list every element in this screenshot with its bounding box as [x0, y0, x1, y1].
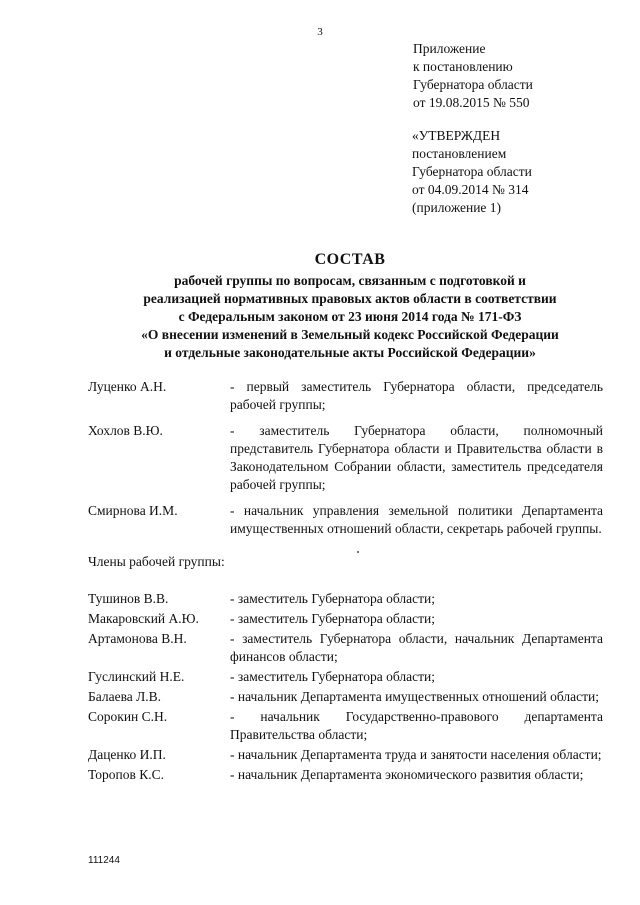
annex-line: к постановлению	[413, 59, 513, 74]
list-item	[88, 630, 603, 666]
list-item	[88, 610, 603, 628]
member-name: Артамонова В.Н.	[88, 631, 187, 646]
list-item	[88, 708, 603, 744]
member-name: Сорокин С.Н.	[88, 709, 168, 724]
member-name: Торопов К.С.	[88, 767, 164, 782]
member-duty: - заместитель Губернатора области, полномочный представитель Губернатора области и Правительства области в Законодательном Собрании области, заместитель председателя рабочей группы;	[230, 423, 603, 492]
member-name: Луценко А.Н.	[88, 379, 167, 394]
list-item	[88, 502, 603, 538]
member-name: Хохлов В.Ю.	[88, 423, 163, 438]
annex-line: от 19.08.2015 № 550	[413, 95, 530, 110]
member-duty: - начальник Департамента имущественных отношений области;	[230, 689, 599, 704]
approval-block	[412, 127, 532, 217]
list-item	[88, 688, 603, 706]
subtitle-line: рабочей группы по вопросам, связанным с подготовкой и	[174, 273, 526, 288]
member-name: Макаровский А.Ю.	[88, 611, 199, 626]
member-name: Гуслинский Н.Е.	[88, 669, 185, 684]
subtitle-line: с Федеральным законом от 23 июня 2014 года № 171-ФЗ	[178, 309, 522, 324]
subtitle-line: «О внесении изменений в Земельный кодекс Российской Федерации	[141, 327, 559, 342]
member-duty: - начальник Государственно-правового департамента Правительства области;	[230, 709, 603, 742]
member-duty: - начальник управления земельной политики Департамента имущественных отношений области, секретарь рабочей группы.	[230, 503, 603, 536]
members-list	[88, 590, 603, 786]
document-title-block	[90, 250, 610, 362]
member-duty: - заместитель Губернатора области;	[230, 591, 435, 606]
approval-line: от 04.09.2014 № 314	[412, 182, 529, 197]
scan-speck	[357, 551, 359, 553]
member-name: Даценко И.П.	[88, 747, 166, 762]
member-duty: - начальник Департамента экономического развития области;	[230, 767, 584, 782]
member-duty: - заместитель Губернатора области;	[230, 611, 435, 626]
list-item	[88, 422, 603, 494]
members-heading: Члены рабочей группы:	[88, 554, 225, 569]
leadership-list	[88, 378, 603, 546]
member-duty: - заместитель Губернатора области, начальник Департамента финансов области;	[230, 631, 603, 664]
list-item	[88, 378, 603, 414]
approval-line: постановлением	[412, 146, 507, 161]
member-name: Балаева Л.В.	[88, 689, 162, 704]
approval-line: «УТВЕРЖДЕН	[412, 128, 501, 143]
member-name: Смирнова И.М.	[88, 503, 178, 518]
approval-line: (приложение 1)	[412, 200, 502, 215]
list-item	[88, 668, 603, 686]
page-number: 3	[317, 26, 323, 38]
list-item	[88, 746, 603, 764]
member-duty: - первый заместитель Губернатора области, председатель рабочей группы;	[230, 379, 603, 412]
list-item	[88, 766, 603, 784]
annex-line: Губернатора области	[413, 77, 533, 92]
footer-code: 111244	[88, 855, 120, 866]
subtitle-line: и отдельные законодательные акты Российской Федерации»	[164, 345, 536, 360]
annex-line: Приложение	[413, 41, 486, 56]
subtitle-line: реализацией нормативных правовых актов области в соответствии	[143, 291, 557, 306]
list-item	[88, 590, 603, 608]
annex-block	[413, 40, 533, 112]
approval-line: Губернатора области	[412, 164, 532, 179]
member-name: Тушинов В.В.	[88, 591, 169, 606]
member-duty: - начальник Департамента труда и занятости населения области;	[230, 747, 602, 762]
document-title: СОСТАВ	[314, 251, 386, 268]
member-duty: - заместитель Губернатора области;	[230, 669, 435, 684]
